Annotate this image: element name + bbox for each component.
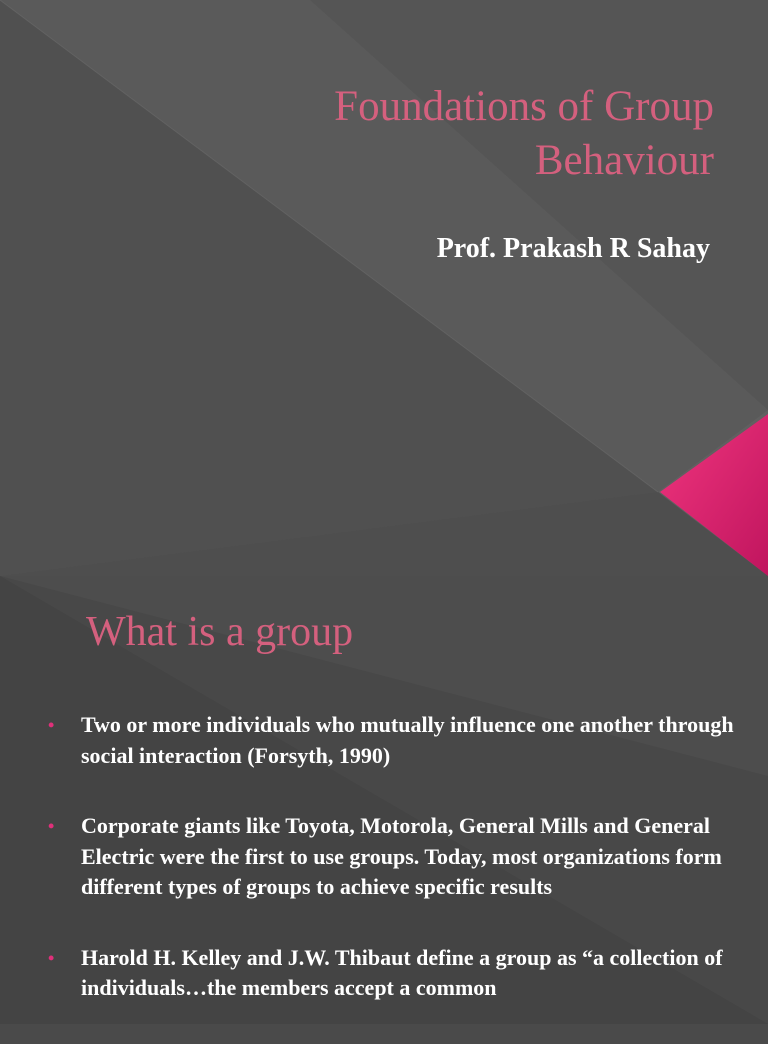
bullet-icon: • [48,715,55,735]
bullet-item [48,811,738,903]
bullet-icon: • [48,816,55,836]
bullet-item [48,943,738,1004]
bullet-text: Harold H. Kelley and J.W. Thibaut define a group as “a collection of individuals…the members accept a common [81,944,723,1000]
slide-title [74,80,714,188]
slide-subtitle: Prof. Prakash R Sahay [436,233,710,264]
bullet-text: Two or more individuals who mutually influence one another through social interaction (Forsyth, 1990) [81,712,734,768]
bullet-text: Corporate giants like Toyota, Motorola, General Mills and General Electric were the first to use groups. Today, most organizations form different types of groups to achieve specific results [81,813,722,899]
bullet-list [48,710,738,1044]
slide-heading: What is a group [86,609,354,655]
bullet-icon: • [48,947,55,968]
title-line-2: Behaviour [534,137,714,184]
bullet-item [48,710,738,771]
title-line-1: Foundations of Group [334,83,714,130]
